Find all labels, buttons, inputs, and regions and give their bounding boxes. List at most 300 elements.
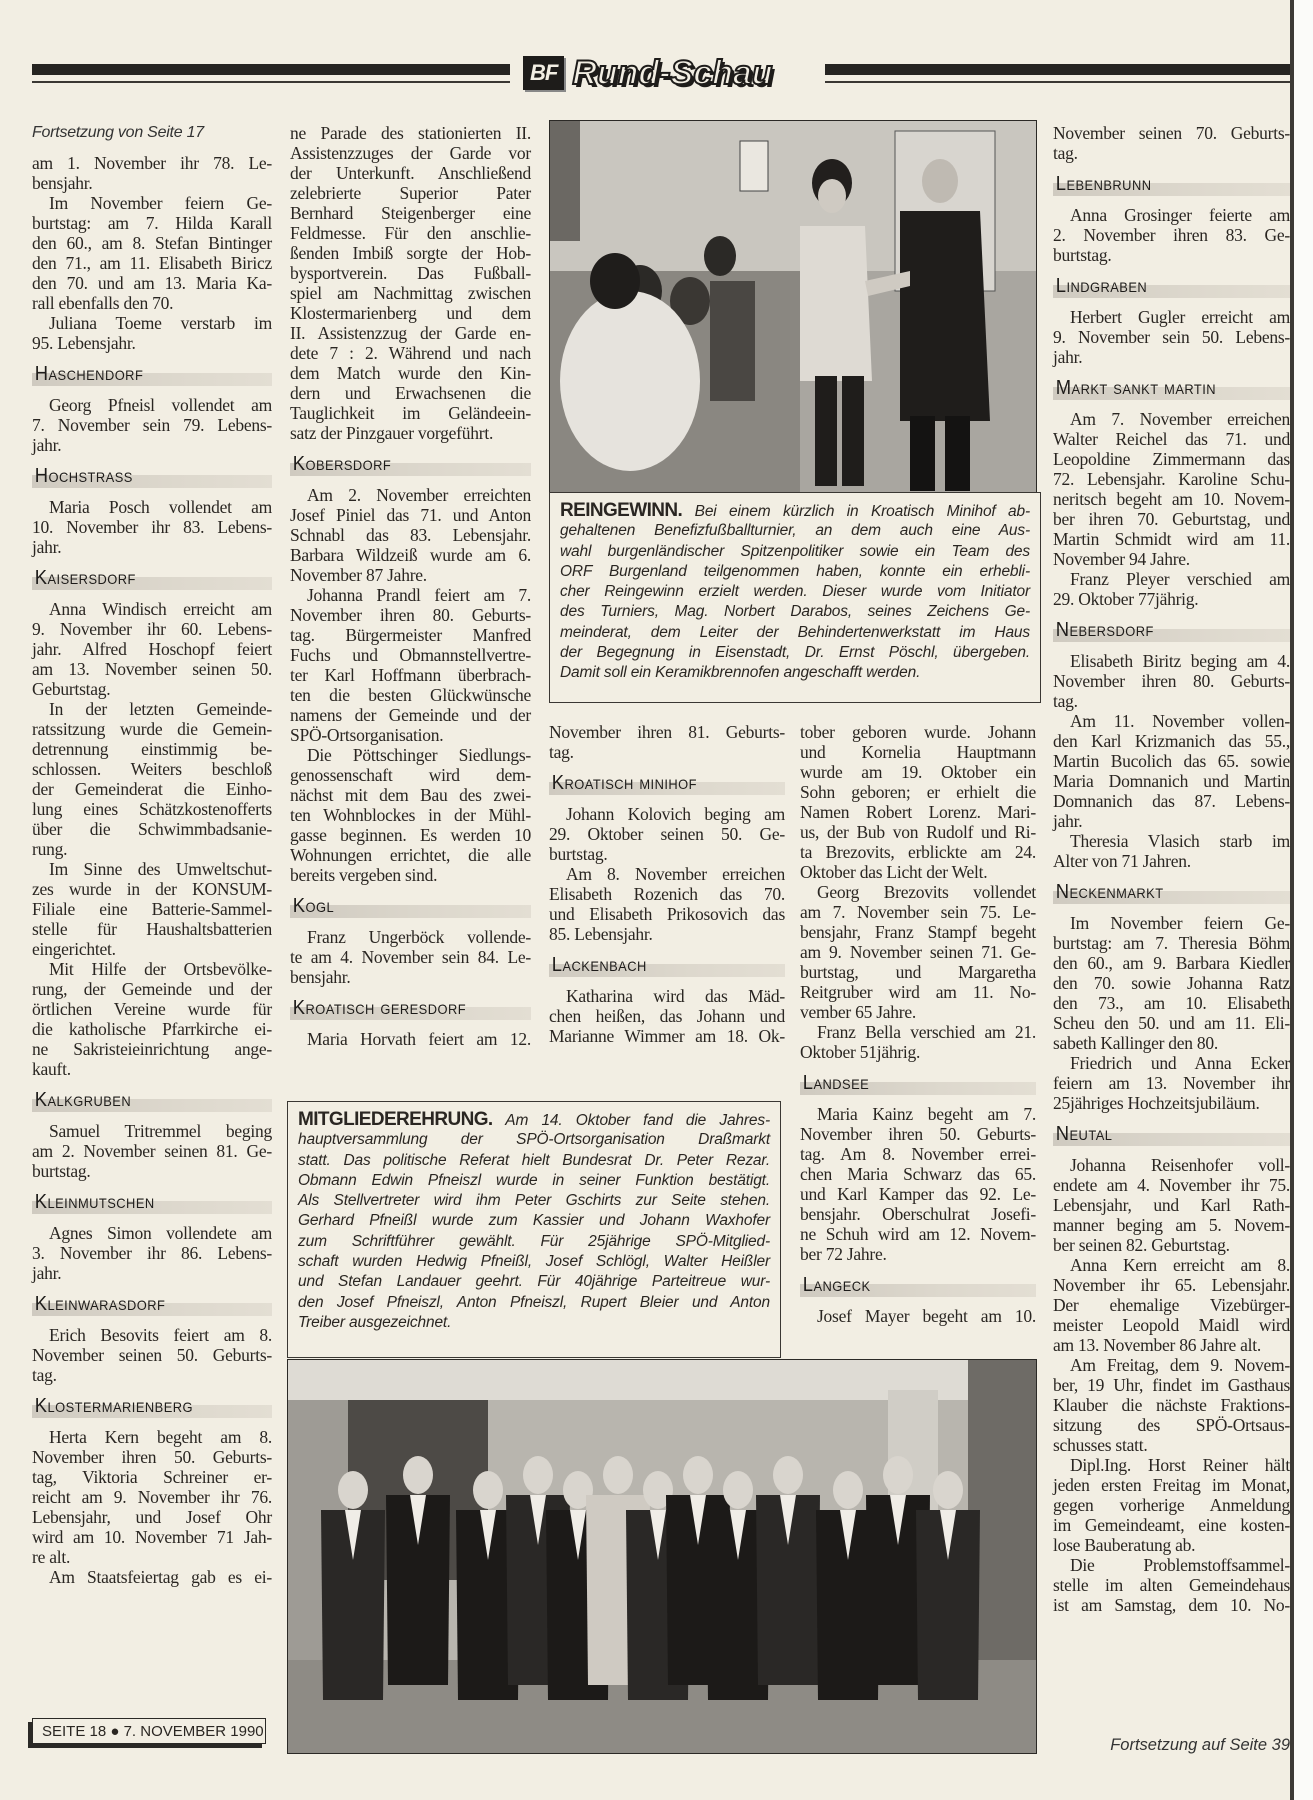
town-heading-text: Kleinmutschen xyxy=(34,1191,155,1213)
text-line: kauft. xyxy=(32,1059,71,1079)
text-line: Leopoldine Zimmermann das xyxy=(1053,449,1290,469)
text-line: Martin Bucolich das 65. sowie xyxy=(1053,751,1290,771)
text-line: stelle für Haushaltsbatterien xyxy=(32,919,272,939)
paragraph xyxy=(549,804,785,864)
caption-text: Am 14. Oktober fand die Jahres- xyxy=(505,1112,770,1129)
text-line: den 60., am 9. Barbara Kiedler xyxy=(1053,953,1290,973)
text-line: 85. Lebensjahr. xyxy=(549,924,653,944)
text-line: Geburtstag. xyxy=(32,679,111,699)
text-line: den Karl Krizmanich das 55., xyxy=(1053,731,1290,751)
text-line: Elisabeth Biritz beging am 4. xyxy=(1070,651,1290,671)
caption-line: Obmann Edwin Pfneiszl wurde in seiner Funktion bestätigt. xyxy=(298,1171,770,1189)
text-line: den 60., am 8. Stefan Bintinger xyxy=(32,233,272,253)
paragraph xyxy=(32,497,272,557)
text-line: burtstag: am 7. Hilda Karall xyxy=(32,213,272,233)
paragraph xyxy=(800,882,1036,1022)
paragraph xyxy=(32,699,272,859)
text-line: tag, Viktoria Schreiner er- xyxy=(32,1467,272,1487)
text-line: chen Maria Schwarz das 65. xyxy=(800,1164,1036,1184)
text-line: jahr. xyxy=(32,435,62,455)
text-line: burtstag. xyxy=(32,1161,91,1181)
text-line: re alt. xyxy=(32,1547,71,1567)
text-line: jahr. xyxy=(1053,811,1083,831)
paragraph xyxy=(32,1427,272,1567)
town-heading-text: Haschendorf xyxy=(34,363,144,385)
text-line: November 94 Jahre. xyxy=(1053,549,1190,569)
town-heading-text: Kaisersdorf xyxy=(34,567,136,589)
text-line: rung. xyxy=(32,839,68,859)
text-line: tag. Bürgermeister Manfred xyxy=(290,625,531,645)
paragraph xyxy=(32,599,272,699)
masthead-rule-left xyxy=(32,64,510,75)
text-line: Domnanich das 87. Lebens- xyxy=(1053,791,1290,811)
paragraph xyxy=(1053,569,1290,609)
town-heading xyxy=(1053,374,1290,404)
text-line: us, der Bub von Rudolf und Ri- xyxy=(800,822,1036,842)
text-line: SPÖ-Ortsorganisation. xyxy=(290,725,444,745)
text-line: burtstag. xyxy=(549,844,608,864)
caption-line: Als Stellvertreter wird ihm Peter Gschirts zur Seite stehen. xyxy=(298,1192,770,1210)
page-fold-edge xyxy=(1290,0,1294,1800)
text-line: Oktober 51jährig. xyxy=(800,1042,921,1062)
caption-line: zum Schriftführer gewählt. Für 25jährige SPÖ-Mitglied- xyxy=(298,1232,770,1250)
text-line: dete 7 : 2. Während und nach xyxy=(290,343,531,363)
caption-line: ORF Burgenland teilgenommen haben, konnte ein erhebli- xyxy=(560,562,1030,580)
caption-line xyxy=(298,1110,770,1130)
paragraph xyxy=(32,395,272,455)
paragraph xyxy=(800,1022,1036,1062)
text-line: rall ebenfalls den 70. xyxy=(32,293,174,313)
caption-line: den Josef Pfneiszl, Anton Pfneiszl, Rupert Bleier und Anton xyxy=(298,1293,770,1311)
town-heading xyxy=(32,1188,272,1218)
text-line: gegen vorherige Anmeldung xyxy=(1053,1495,1290,1515)
text-line: am 13. November 86 Jahre alt. xyxy=(1053,1335,1262,1355)
section-title: Rund-Schau xyxy=(572,53,773,92)
caption-reingewinn xyxy=(549,492,1041,703)
paragraph xyxy=(1053,1355,1290,1455)
text-line: und Kornelia Hauptmann xyxy=(800,742,1036,762)
text-line: Klostermarienberg und dem xyxy=(290,303,531,323)
town-heading-text: Nebersdorf xyxy=(1055,619,1154,641)
text-line: der Gemeinderat die Einho- xyxy=(32,779,272,799)
text-line: ist am Samstag, dem 10. No- xyxy=(1053,1595,1290,1615)
text-line: den 70. sowie Johanna Ratz xyxy=(1053,973,1290,993)
text-line: bensjahr, Franz Stampf begeht xyxy=(800,922,1036,942)
text-line: sitzung des SPÖ-Ortsaus- xyxy=(1053,1415,1290,1435)
caption-line: hauptversammlung der SPÖ-Ortsorganisation Draßmarkt xyxy=(298,1131,770,1149)
text-line: den 73., am 10. Elisabeth xyxy=(1053,993,1290,1013)
text-line: lose Bauberatung ab. xyxy=(1053,1535,1196,1555)
caption-line: Treiber ausgezeichnet. xyxy=(298,1313,452,1331)
continued-from-note: Fortsetzung von Seite 17 xyxy=(32,124,204,141)
text-line: Martin Schmidt wird am 11. xyxy=(1053,529,1290,549)
text-line: den 70. und am 13. Maria Ka- xyxy=(32,273,272,293)
text-line: Klauber die nächste Fraktions- xyxy=(1053,1395,1290,1415)
paragraph xyxy=(290,1029,531,1049)
text-line: Franz Ungerböck vollende- xyxy=(307,927,531,947)
town-heading xyxy=(1053,170,1290,200)
text-line: 29. Oktober seinen 50. Ge- xyxy=(549,824,785,844)
text-line: schlossen. Weiters beschloß xyxy=(32,759,272,779)
town-heading-text: Kalkgruben xyxy=(34,1089,132,1111)
text-line: Tauglichkeit im Geländeein- xyxy=(290,403,531,423)
text-line: örtlichen Vereine wurde für xyxy=(32,999,272,1019)
column-2 xyxy=(290,123,531,1049)
text-line: Georg Brezovits vollendet xyxy=(817,882,1036,902)
text-line: te am 4. November sein 84. Le- xyxy=(290,947,531,967)
text-line: Der ehemalige Vizebürger- xyxy=(1053,1295,1290,1315)
text-line: Am Freitag, dem 9. Novem- xyxy=(1070,1355,1290,1375)
text-line: bensjahr. xyxy=(290,967,351,987)
paragraph xyxy=(290,745,531,885)
text-line: lung eines Schätzkostenofferts xyxy=(32,799,272,819)
text-line: Am 11. November vollen- xyxy=(1070,711,1290,731)
text-line: 7. November sein 79. Lebens- xyxy=(32,415,272,435)
caption-line: wahl burgenländischer Spitzenpolitiker sowie ein Team des xyxy=(560,542,1030,560)
photo-mitgliederehrung xyxy=(287,1359,1037,1754)
paragraph xyxy=(800,1104,1036,1264)
text-line: jeden ersten Freitag im Monat, xyxy=(1053,1475,1290,1495)
text-line: burtstag, und Margaretha xyxy=(800,962,1036,982)
text-line: über die Schwimmbadsanie- xyxy=(32,819,272,839)
text-line: burtstag. xyxy=(1053,245,1112,265)
text-line: ber ihren 70. Geburtstag, und xyxy=(1053,509,1290,529)
masthead-thin-rule-left xyxy=(32,81,510,83)
paragraph xyxy=(1053,1155,1290,1255)
text-line: ber seinen 82. Geburtstag. xyxy=(1053,1235,1230,1255)
text-line: bereits vergeben sind. xyxy=(290,865,438,885)
text-line: nächst mit dem Bau des zwei- xyxy=(290,785,531,805)
text-line: Josef Mayer begeht am 10. xyxy=(817,1306,1036,1326)
paragraph xyxy=(1053,1255,1290,1355)
paragraph xyxy=(549,986,785,1046)
paragraph xyxy=(290,485,531,585)
masthead-rule-right xyxy=(825,64,1290,75)
text-line: jahr. xyxy=(32,537,62,557)
town-heading-text: Hochstrass xyxy=(34,465,133,487)
text-line: bensjahr. Oberschulrat Josefi- xyxy=(800,1204,1036,1224)
section-logo xyxy=(523,52,773,94)
text-line: dem Match wurde den Kin- xyxy=(290,363,531,383)
text-line: November ihr 65. Lebensjahr. xyxy=(1053,1275,1290,1295)
paragraph xyxy=(290,585,531,745)
text-line: Juliana Toeme verstarb im xyxy=(49,313,272,333)
text-line: In der letzten Gemeinde- xyxy=(49,699,272,719)
text-line: zes wurde in der KONSUM- xyxy=(32,879,272,899)
text-line: 3. November ihr 86. Lebens- xyxy=(32,1243,272,1263)
text-line: rung, der Gemeinde und der xyxy=(32,979,272,999)
text-line: satz der Pinzgauer vorgeführt. xyxy=(290,423,494,443)
text-line: November ihren 81. Geburts- xyxy=(549,722,785,742)
text-line: Im Sinne des Umweltschut- xyxy=(49,859,272,879)
text-line: Maria Horvath feiert am 12. xyxy=(307,1029,531,1049)
text-line: Elisabeth Rozenich das 70. xyxy=(549,884,785,904)
text-line: Lebensjahr, und Karl Rath- xyxy=(1053,1195,1290,1215)
text-line: schusses statt. xyxy=(1053,1435,1148,1455)
text-line: Filiale eine Batterie-Sammel- xyxy=(32,899,272,919)
text-line: Oktober das Licht der Welt. xyxy=(800,862,988,882)
paragraph xyxy=(32,1121,272,1181)
caption-line: Gerhard Pfneißl wurde zum Kassier und Johann Waxhofer xyxy=(298,1212,770,1230)
text-line: November ihren 80. Geburts- xyxy=(1053,671,1290,691)
paragraph xyxy=(800,722,1036,882)
text-line: vember 65 Jahre. xyxy=(800,1002,917,1022)
paragraph xyxy=(32,153,272,193)
text-line: im Gemeindeamt, eine kosten- xyxy=(1053,1515,1290,1535)
text-line: jahr. Alfred Hoschopf feiert xyxy=(32,639,272,659)
paragraph xyxy=(1053,711,1290,831)
text-line: stelle im alten Gemeindehaus xyxy=(1053,1575,1290,1595)
text-line: Franz Pleyer verschied am xyxy=(1070,569,1290,589)
text-line: die katholische Pfarrkirche ei- xyxy=(32,1019,272,1039)
masthead-thin-rule-right xyxy=(825,81,1290,83)
text-line: ten Wohnblockes in der Mühl- xyxy=(290,805,531,825)
text-line: 9. November sein 50. Lebens- xyxy=(1053,327,1290,347)
caption-line: statt. Das politische Referat hielt Bundesrat Dr. Peter Rezar. xyxy=(298,1151,770,1169)
text-line: ne Sakristeieinrichtung ange- xyxy=(32,1039,272,1059)
text-line: Feldmesse. Für den anschlie- xyxy=(290,223,531,243)
town-heading xyxy=(1053,1120,1290,1150)
text-line: Bernhard Steigenberger eine xyxy=(290,203,531,223)
text-line: tag. xyxy=(1053,143,1078,163)
text-line: Katharina wird das Mäd- xyxy=(566,986,785,1006)
text-line: Erich Besovits feiert am 8. xyxy=(49,1325,272,1345)
town-heading-text: Lebenbrunn xyxy=(1055,173,1152,195)
text-line: Samuel Tritremmel beging xyxy=(49,1121,272,1141)
town-heading xyxy=(1053,616,1290,646)
paragraph xyxy=(32,1567,272,1587)
text-line: Am 2. November erreichten xyxy=(307,485,531,505)
scan-margin xyxy=(1294,0,1313,1800)
paragraph xyxy=(32,859,272,959)
paragraph xyxy=(290,123,531,443)
continued-on-note: Fortsetzung auf Seite 39 xyxy=(1110,1736,1290,1754)
text-line: November 87 Jahre. xyxy=(290,565,427,585)
text-line: reicht am 9. November ihr 76. xyxy=(32,1487,272,1507)
text-line: burtstag: am 7. Theresia Böhm xyxy=(1053,933,1290,953)
text-line: Alter von 71 Jahren. xyxy=(1053,851,1191,871)
text-line: Anna Kern erreicht am 8. xyxy=(1070,1255,1290,1275)
text-line: Sohn geboren; er erhielt die xyxy=(800,782,1036,802)
text-line: Georg Pfneisl vollendet am xyxy=(49,395,272,415)
column-4 xyxy=(800,722,1036,1326)
text-line: Walter Reichel das 71. und xyxy=(1053,429,1290,449)
page-footer-info: SEITE 18 ● 7. NOVEMBER 1990 xyxy=(32,1718,266,1744)
group-photo-image xyxy=(288,1360,1036,1753)
text-line: chen heißen, das Johann und xyxy=(549,1006,785,1026)
town-heading xyxy=(549,769,785,799)
text-line: II. Assistenzzug der Garde en- xyxy=(290,323,531,343)
text-line: tag. xyxy=(1053,691,1078,711)
logo-mark: BF xyxy=(523,56,564,90)
paragraph xyxy=(32,193,272,313)
paragraph xyxy=(1053,123,1290,163)
column-3 xyxy=(549,722,785,1046)
town-heading xyxy=(800,1271,1036,1301)
text-line: jahr. xyxy=(1053,347,1083,367)
town-heading-text: Lindgraben xyxy=(1055,275,1148,297)
text-line: tober geboren wurde. Johann xyxy=(800,722,1036,742)
town-heading xyxy=(32,360,272,390)
text-line: bysportverein. Das Fußball- xyxy=(290,263,531,283)
text-line: am 9. November seinen 71. Ge- xyxy=(800,942,1036,962)
text-line: ne Schuh wird am 12. Novem- xyxy=(800,1224,1036,1244)
text-line: Johanna Reisenhofer voll- xyxy=(1070,1155,1290,1175)
text-line: Im November feiern Ge- xyxy=(49,193,272,213)
paragraph xyxy=(1053,913,1290,1053)
text-line: namens der Gemeinde und der xyxy=(290,705,531,725)
town-heading-text: Lackenbach xyxy=(551,954,647,976)
text-line: November seinen 70. Geburts- xyxy=(1053,123,1290,143)
text-line: Marianne Wimmer am 18. Ok- xyxy=(549,1026,785,1046)
text-line: Agnes Simon vollendete am xyxy=(49,1223,272,1243)
town-heading xyxy=(800,1069,1036,1099)
text-line: ter Karl Hoffmann überbrach- xyxy=(290,665,531,685)
text-line: jahr. xyxy=(32,1263,62,1283)
text-line: Theresia Vlasich starb im xyxy=(1070,831,1290,851)
text-line: tag. xyxy=(32,1365,57,1385)
text-line: ßenden Imbiß sorgte der Hob- xyxy=(290,243,531,263)
town-heading xyxy=(1053,272,1290,302)
text-line: neritsch begeht am 10. Novem- xyxy=(1053,489,1290,509)
caption-line: meinderat, dem Leiter der Behindertenwerkstatt im Haus xyxy=(560,623,1030,641)
text-line: 25jähriges Hochzeitsjubiläum. xyxy=(1053,1093,1260,1113)
paragraph xyxy=(32,1325,272,1385)
town-heading-text: Kleinwarasdorf xyxy=(34,1293,166,1315)
text-line: eingerichtet. xyxy=(32,939,116,959)
town-heading xyxy=(32,1290,272,1320)
caption-line: und Stefan Landauer geehrt. Für 40jährige Parteitreue wur- xyxy=(298,1273,770,1291)
paragraph xyxy=(32,313,272,353)
paragraph xyxy=(1053,1053,1290,1113)
text-line: Assistenzzuges der Garde vor xyxy=(290,143,531,163)
text-line: Fuchs und Obmannstellvertre- xyxy=(290,645,531,665)
text-line: zelebrierte Superior Pater xyxy=(290,183,531,203)
text-line: Reitgruber wird am 11. No- xyxy=(800,982,1036,1002)
text-line: Josef Piniel das 71. und Anton xyxy=(290,505,531,525)
text-line: bensjahr. xyxy=(32,173,93,193)
text-line: Franz Bella verschied am 21. xyxy=(817,1022,1036,1042)
caption-text: Bei einem kürzlich in Kroatisch Minihof ab- xyxy=(694,503,1030,520)
text-line: am 7. November sein 75. Le- xyxy=(800,902,1036,922)
paragraph xyxy=(1053,1455,1290,1555)
photo-image xyxy=(550,121,1036,493)
text-line: Johann Kolovich beging am xyxy=(566,804,785,824)
text-line: spiel am Nachmittag zwischen xyxy=(290,283,531,303)
caption-lead: MITGLIEDEREHRUNG. xyxy=(298,1109,493,1130)
text-line: dern und Erwachsenen die xyxy=(290,383,531,403)
town-heading xyxy=(1053,878,1290,908)
town-heading-text: Langeck xyxy=(802,1274,871,1296)
text-line: Scheu den 50. und am 11. Eli- xyxy=(1053,1013,1290,1033)
town-heading xyxy=(32,1086,272,1116)
text-line: Namen Robert Lorenz. Mari- xyxy=(800,802,1036,822)
paragraph xyxy=(290,927,531,987)
photo-reingewinn xyxy=(549,120,1037,494)
text-line: tag. Am 8. November errei- xyxy=(800,1144,1036,1164)
text-line: Die Pöttschinger Siedlungs- xyxy=(307,745,531,765)
caption-line: der Begegnung in Eisenstadt, Dr. Ernst Pöschl, übergeben. xyxy=(560,644,1030,662)
caption-line xyxy=(560,501,1030,521)
paragraph xyxy=(549,722,785,762)
paragraph xyxy=(32,1223,272,1283)
town-heading-text: Kobersdorf xyxy=(292,453,392,475)
text-line: Maria Kainz begeht am 7. xyxy=(817,1104,1036,1124)
town-heading xyxy=(32,462,272,492)
paragraph xyxy=(1053,831,1290,871)
text-line: 10. November ihr 83. Lebens- xyxy=(32,517,272,537)
town-heading xyxy=(549,951,785,981)
text-line: Johanna Prandl feiert am 7. xyxy=(307,585,531,605)
town-heading-text: Neckenmarkt xyxy=(1055,881,1164,903)
text-line: Maria Posch vollendet am xyxy=(49,497,272,517)
text-line: Im November feiern Ge- xyxy=(1070,913,1290,933)
text-line: feiern am 13. November ihr xyxy=(1053,1073,1290,1093)
paragraph xyxy=(1053,409,1290,569)
text-line: am 2. November seinen 81. Ge- xyxy=(32,1141,272,1161)
text-line: November ihren 80. Geburts- xyxy=(290,605,531,625)
town-heading xyxy=(32,1392,272,1422)
text-line: wurde am 19. Oktober ein xyxy=(800,762,1036,782)
text-line: 95. Lebensjahr. xyxy=(32,333,136,353)
text-line: Anna Windisch erreicht am xyxy=(49,599,272,619)
text-line: und Elisabeth Prikosovich das xyxy=(549,904,785,924)
text-line: detrennung einstimmig be- xyxy=(32,739,272,759)
text-line: November seinen 50. Geburts- xyxy=(32,1345,272,1365)
text-line: 9. November ihr 60. Lebens- xyxy=(32,619,272,639)
text-line: Friedrich und Anna Ecker xyxy=(1070,1053,1290,1073)
paragraph xyxy=(1053,205,1290,265)
text-line: 29. Oktober 77jährig. xyxy=(1053,589,1199,609)
caption-line: des Turniers, Mag. Norbert Darabos, seines Zeichens Ge- xyxy=(560,603,1030,621)
text-line: gasse beginnen. Es werden 10 xyxy=(290,825,531,845)
text-line: 2. November ihren 83. Ge- xyxy=(1053,225,1290,245)
text-line: Anna Grosinger feierte am xyxy=(1070,205,1290,225)
text-line: am 13. November seinen 50. xyxy=(32,659,272,679)
text-line: ber, 19 Uhr, findet im Gasthaus xyxy=(1053,1375,1290,1395)
text-line: ten die besten Glückwünsche xyxy=(290,685,531,705)
text-line: Am 7. November erreichen xyxy=(1070,409,1290,429)
text-line: ne Parade des stationierten II. xyxy=(290,123,531,143)
text-line: 72. Lebensjahr. Karoline Schu- xyxy=(1053,469,1290,489)
text-line: Am Staatsfeiertag gab es ei- xyxy=(49,1567,272,1587)
text-line: Maria Domnanich und Martin xyxy=(1053,771,1290,791)
text-line: ratssitzung wurde die Gemein- xyxy=(32,719,272,739)
text-line: Am 8. November erreichen xyxy=(566,864,785,884)
paragraph xyxy=(1053,1555,1290,1615)
text-line: Barbara Wildzeiß wurde am 6. xyxy=(290,545,531,565)
town-heading-text: Klostermarienberg xyxy=(34,1395,193,1417)
paragraph xyxy=(1053,307,1290,367)
text-line: meister Leopold Maidl wird xyxy=(1053,1315,1290,1335)
text-line: der Unterkunft. Anschließend xyxy=(290,163,531,183)
text-line: Mit Hilfe der Ortsbevölke- xyxy=(49,959,272,979)
town-heading xyxy=(290,892,531,922)
caption-lead: REINGEWINN. xyxy=(560,500,683,521)
town-heading-text: Kroatisch geresdorf xyxy=(292,997,467,1019)
text-line: ta Brezovits, erblickte am 24. xyxy=(800,842,1036,862)
column-1 xyxy=(32,123,272,1587)
town-heading-text: Kroatisch minihof xyxy=(551,772,697,794)
text-line: Lebensjahr, und Josef Ohr xyxy=(32,1507,272,1527)
caption-line: schaft wurden Hedwig Pfneißl, Josef Schlögl, Walter Heißler xyxy=(298,1253,770,1271)
text-line: den 71., am 11. Elisabeth Biricz xyxy=(32,253,272,273)
text-line: manner beging am 5. Novem- xyxy=(1053,1215,1290,1235)
caption-line: gehaltenen Benefizfußballturnier, an dem auch eine Aus- xyxy=(560,522,1030,540)
town-heading xyxy=(290,450,531,480)
town-heading-text: Neutal xyxy=(1055,1123,1113,1145)
town-heading xyxy=(32,564,272,594)
